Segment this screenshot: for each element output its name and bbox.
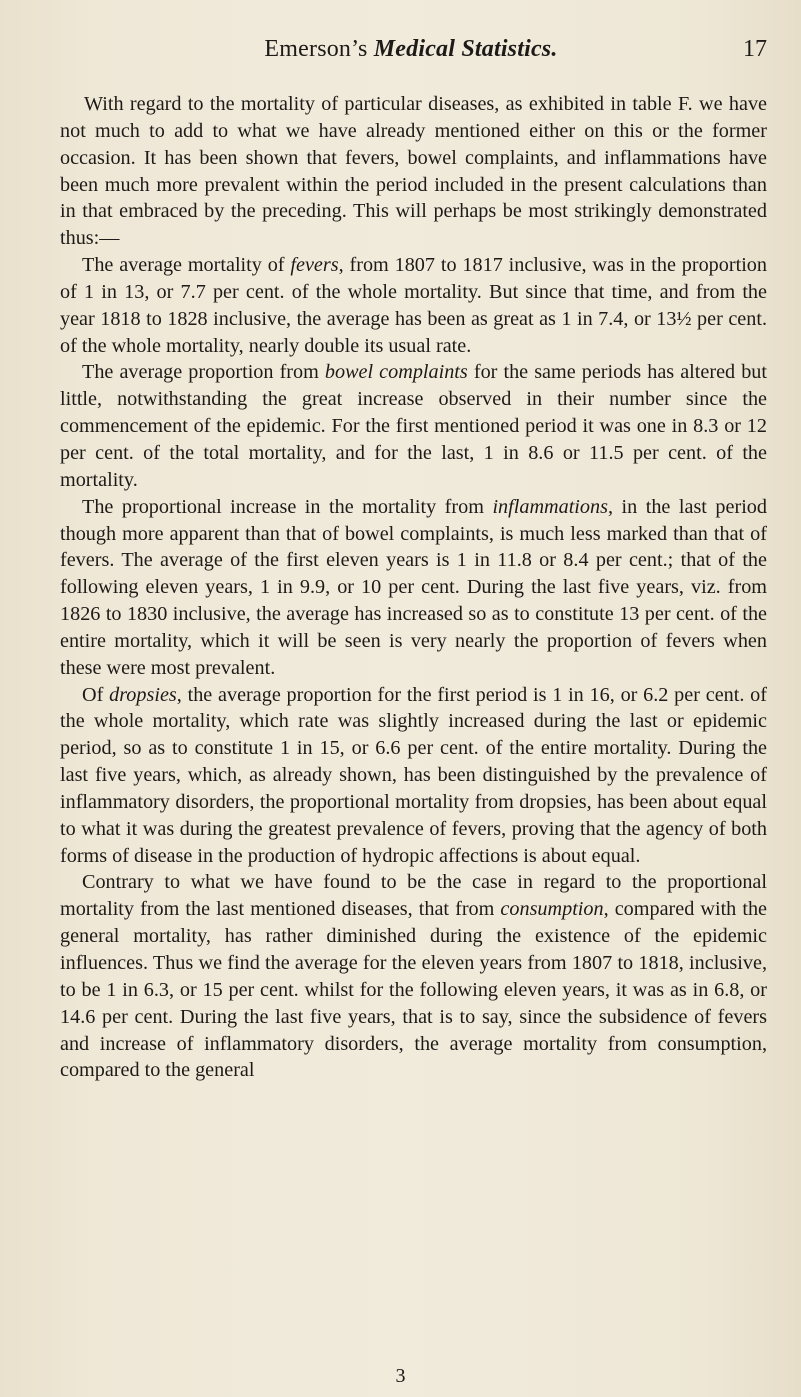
page-header [55, 30, 767, 68]
paragraph-intro: With regard to the mortality of particular diseases, as exhibited in table F. we have not much to add to what we have already mentioned either on this or the former occasion. It has been shown that fevers, bowel complaints, and inflammations have been much more prevalent within the period included in the present calculations than in that embraced by the preceding. This will perhaps be most strikingly demonstrated thus:— [60, 93, 767, 250]
paragraph-dropsies-start: Of [82, 683, 110, 706]
emphasis-dropsies: dropsies [109, 683, 177, 706]
body-text [60, 91, 767, 1084]
running-head-title: Medical Statistics. [373, 36, 558, 62]
paragraph-fevers-start: The average mortality of [82, 254, 291, 277]
emphasis-fevers: fevers [290, 254, 339, 277]
paragraph-fevers [60, 252, 767, 359]
running-head-prefix: Emerson’s [264, 36, 374, 62]
paragraph-consumption-start: Contrary to what we have found to be the case in regard to the proportional mortality from the last mentioned diseases, that from [60, 871, 767, 921]
paragraph-consumption [60, 869, 767, 1084]
paragraph-fevers-rest: , from 1807 to 1817 inclusive, was in the proportion of 1 in 13, or 7.7 per cent. of the whole mortality. But since that time, and from the year 1818 to 1828 inclusive, the average has been as great as 1 in 7.4, or 13½ per cent. of the whole mortality, nearly double its usual rate. [60, 254, 767, 357]
paragraph-bowel-rest: for the same periods has altered but little, notwithstanding the great increase observed in their number since the commencement of the epidemic. For the first mentioned period it was one in 8.3 or 12 per cent. of the total mortality, and for the last, 1 in 8.6 or 11.5 per cent. of the mortality. [60, 361, 767, 491]
paragraph-dropsies [60, 682, 767, 870]
paragraph-inflammations [60, 494, 767, 682]
page-number: 17 [743, 36, 767, 62]
paragraph-bowel-complaints [60, 359, 767, 493]
paragraph-consumption-rest: , compared with the general mortality, has rather diminished during the existence of the epidemic influences. Thus we find the average for the eleven years from 1807 to 1818, inclusive, to be 1 in 6.3, or 15 per cent. whilst for the following eleven years, it was as in 6.8, or 14.6 per cent. During the last five years, that is to say, since the subsidence of fevers and increase of inflammatory disorders, the average mortality from consumption, compared to the general [60, 898, 768, 1082]
emphasis-bowel-complaints: bowel complaints [324, 361, 468, 384]
paragraph-dropsies-rest: , the average proportion for the first period is 1 in 16, or 6.2 per cent. of the whole mortality, which rate was slightly increased during the last or epidemic period, so as to constitute 1 in 15, or 6.6 per cent. of the entire mortality. During the last five years, which, as already shown, has been distinguished by the prevalence of inflammatory disorders, the proportional mortality from dropsies, has been about equal to what it was during the greatest prevalence of fevers, proving that the agency of both forms of disease in the production of hydropic affections is about equal. [60, 683, 767, 867]
emphasis-inflammations: inflammations [492, 495, 608, 518]
paragraph-inflammations-start: The proportional increase in the mortality from [82, 495, 493, 518]
emphasis-consumption: consumption [500, 898, 604, 921]
running-head [55, 30, 767, 68]
signature-mark: 3 [395, 1365, 406, 1387]
paragraph-bowel-start: The average proportion from [82, 361, 325, 384]
paragraph-inflammations-rest: , in the last period though more apparent than that of bowel complaints, is much less marked than that of fevers. The average of the first eleven years is 1 in 11.8 or 8.4 per cent.; that of the following eleven years, 1 in 9.9, or 10 per cent. During the last five years, viz. from 1826 to 1830 inclusive, the average has increased so as to constitute 13 per cent. of the entire mortality, which it will be seen is very nearly the proportion of fevers when these were most prevalent. [60, 495, 767, 679]
